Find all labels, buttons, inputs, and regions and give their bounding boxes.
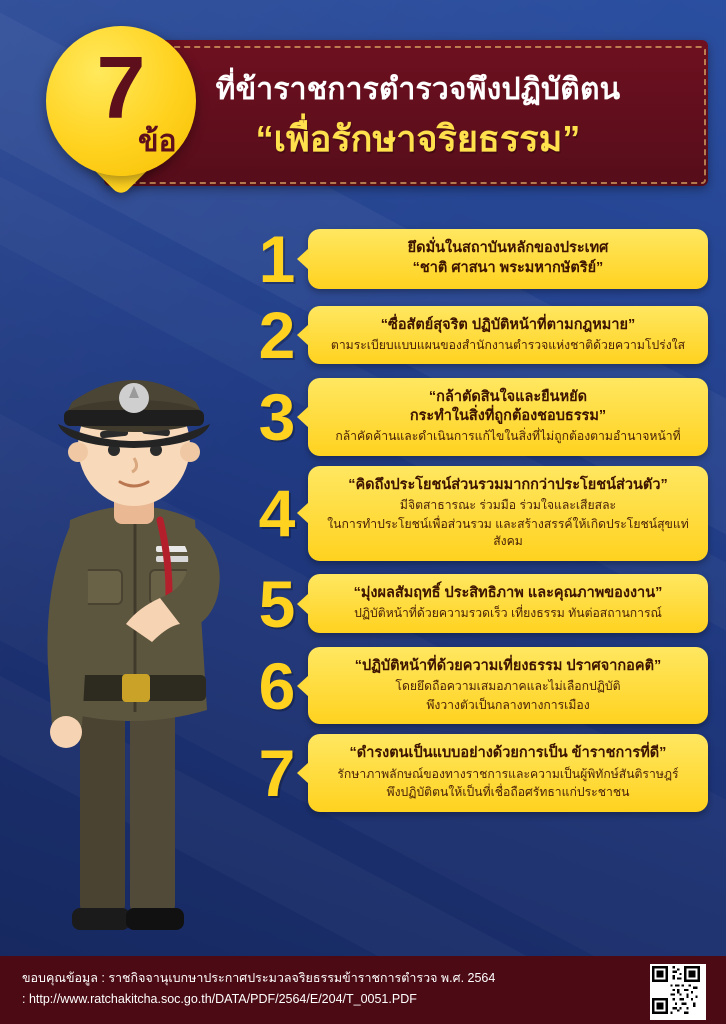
list-item (246, 298, 708, 372)
item-subtitle-2: ในการทำประโยชน์เพื่อส่วนรวม และสร้างสรรค์ให้เกิดประโยชน์สุขแท่สังคม (327, 517, 689, 548)
item-title: “ซื่อสัตย์สุจริต ปฏิบัติหน้าที่ตามกฎหมาย” (380, 316, 636, 333)
list-item (246, 734, 708, 812)
item-bubble (308, 647, 708, 725)
list-item (246, 566, 708, 641)
item-number: 4 (258, 476, 296, 551)
item-number: 1 (258, 222, 296, 296)
item-subtitle: มีจิตสาธารณะ ร่วมมือ ร่วมใจและเสียสละ (399, 498, 617, 513)
list-item (246, 466, 708, 561)
item-subtitle: กล้าคัดค้านและดำเนินการแก้ไขในสิ่งที่ไม่ถูกต้องตามอำนาจหน้าที่ (335, 429, 681, 444)
rules-list (246, 222, 708, 822)
item-bubble (308, 466, 708, 561)
item-subtitle: รักษาภาพลักษณ์ของทางราชการและความเป็นผู้พิทักษ์สันติราษฎร์ (337, 766, 679, 781)
list-item (246, 647, 708, 725)
poster-footer (0, 956, 726, 1024)
qr-code[interactable] (650, 964, 706, 1020)
list-item (246, 378, 708, 456)
item-subtitle: ปฏิบัติหน้าที่ด้วยความรวดเร็ว เที่ยงธรรม ทันต่อสถานการณ์ (354, 606, 662, 621)
item-title-2: กระทำในสิ่งที่ถูกต้องชอบธรรม” (409, 408, 607, 425)
item-title: “คิดถึงประโยชน์ส่วนรวมมากกว่าประโยชน์ส่วนตัว” (348, 477, 668, 494)
badge-number: 7 (96, 38, 146, 137)
item-bubble (308, 306, 708, 365)
item-subtitle-2: พึงปฏิบัติตนให้เป็นที่เชื่อถือศรัทธาแก่ประชาชน (386, 785, 630, 800)
item-title: “กล้าตัดสินใจและยืนหยัด (428, 389, 588, 405)
footer-line-2[interactable]: : http://www.ratchakitcha.soc.go.th/DATA/PDF/2564/E/204/T_0051.PDF (22, 992, 417, 1007)
item-bubble (308, 734, 708, 812)
item-title: ยึดมั่นในสถาบันหลักของประเทศ (407, 240, 609, 257)
item-number: 2 (258, 298, 296, 372)
item-title: “ดำรงตนเป็นแบบอย่างด้วยการเป็น ข้าราชการที่ดี” (349, 745, 667, 762)
item-subtitle: โดยยึดถือความเสมอภาคและไม่เลือกปฏิบัติ (395, 678, 621, 693)
item-bubble (308, 229, 708, 288)
police-officer-illustration (10, 270, 260, 960)
item-bubble (308, 378, 708, 456)
footer-line-1: ขอบคุณข้อมูล : ราชกิจจานุเบกษาประกาศประมวลจริยธรรมข้าราชการตำรวจ พ.ศ. 2564 (22, 971, 496, 985)
item-number: 3 (258, 380, 296, 455)
item-title-2: “ชาติ ศาสนา พระมหากษัตริย์” (412, 259, 604, 276)
header-title-line2: “เพื่อรักษาจริยธรรม” (255, 118, 581, 159)
item-title: “มุ่งผลสัมฤทธิ์ ประสิทธิภาพ และคุณภาพของงาน” (353, 585, 663, 602)
item-bubble (308, 574, 708, 633)
item-number: 6 (258, 648, 296, 723)
item-subtitle-2: พึงวางตัวเป็นกลางทางการเมือง (426, 697, 590, 712)
item-number: 7 (258, 736, 296, 811)
badge-unit: ข้อ (138, 125, 177, 158)
item-subtitle: ตามระเบียบแบบแผนของสำนักงานตำรวจแห่งชาติด้วยความโปร่งใส (330, 337, 686, 352)
footer-credits (22, 968, 542, 1011)
item-number: 5 (258, 566, 296, 641)
badge-pin (46, 26, 206, 206)
poster-header (18, 18, 708, 208)
header-title-line1: ที่ข้าราชการตำรวจพึงปฏิบัติตน (215, 73, 621, 106)
list-item (246, 222, 708, 296)
item-title: “ปฏิบัติหน้าที่ด้วยความเที่ยงธรรม ปราศจากอคติ” (354, 657, 662, 674)
